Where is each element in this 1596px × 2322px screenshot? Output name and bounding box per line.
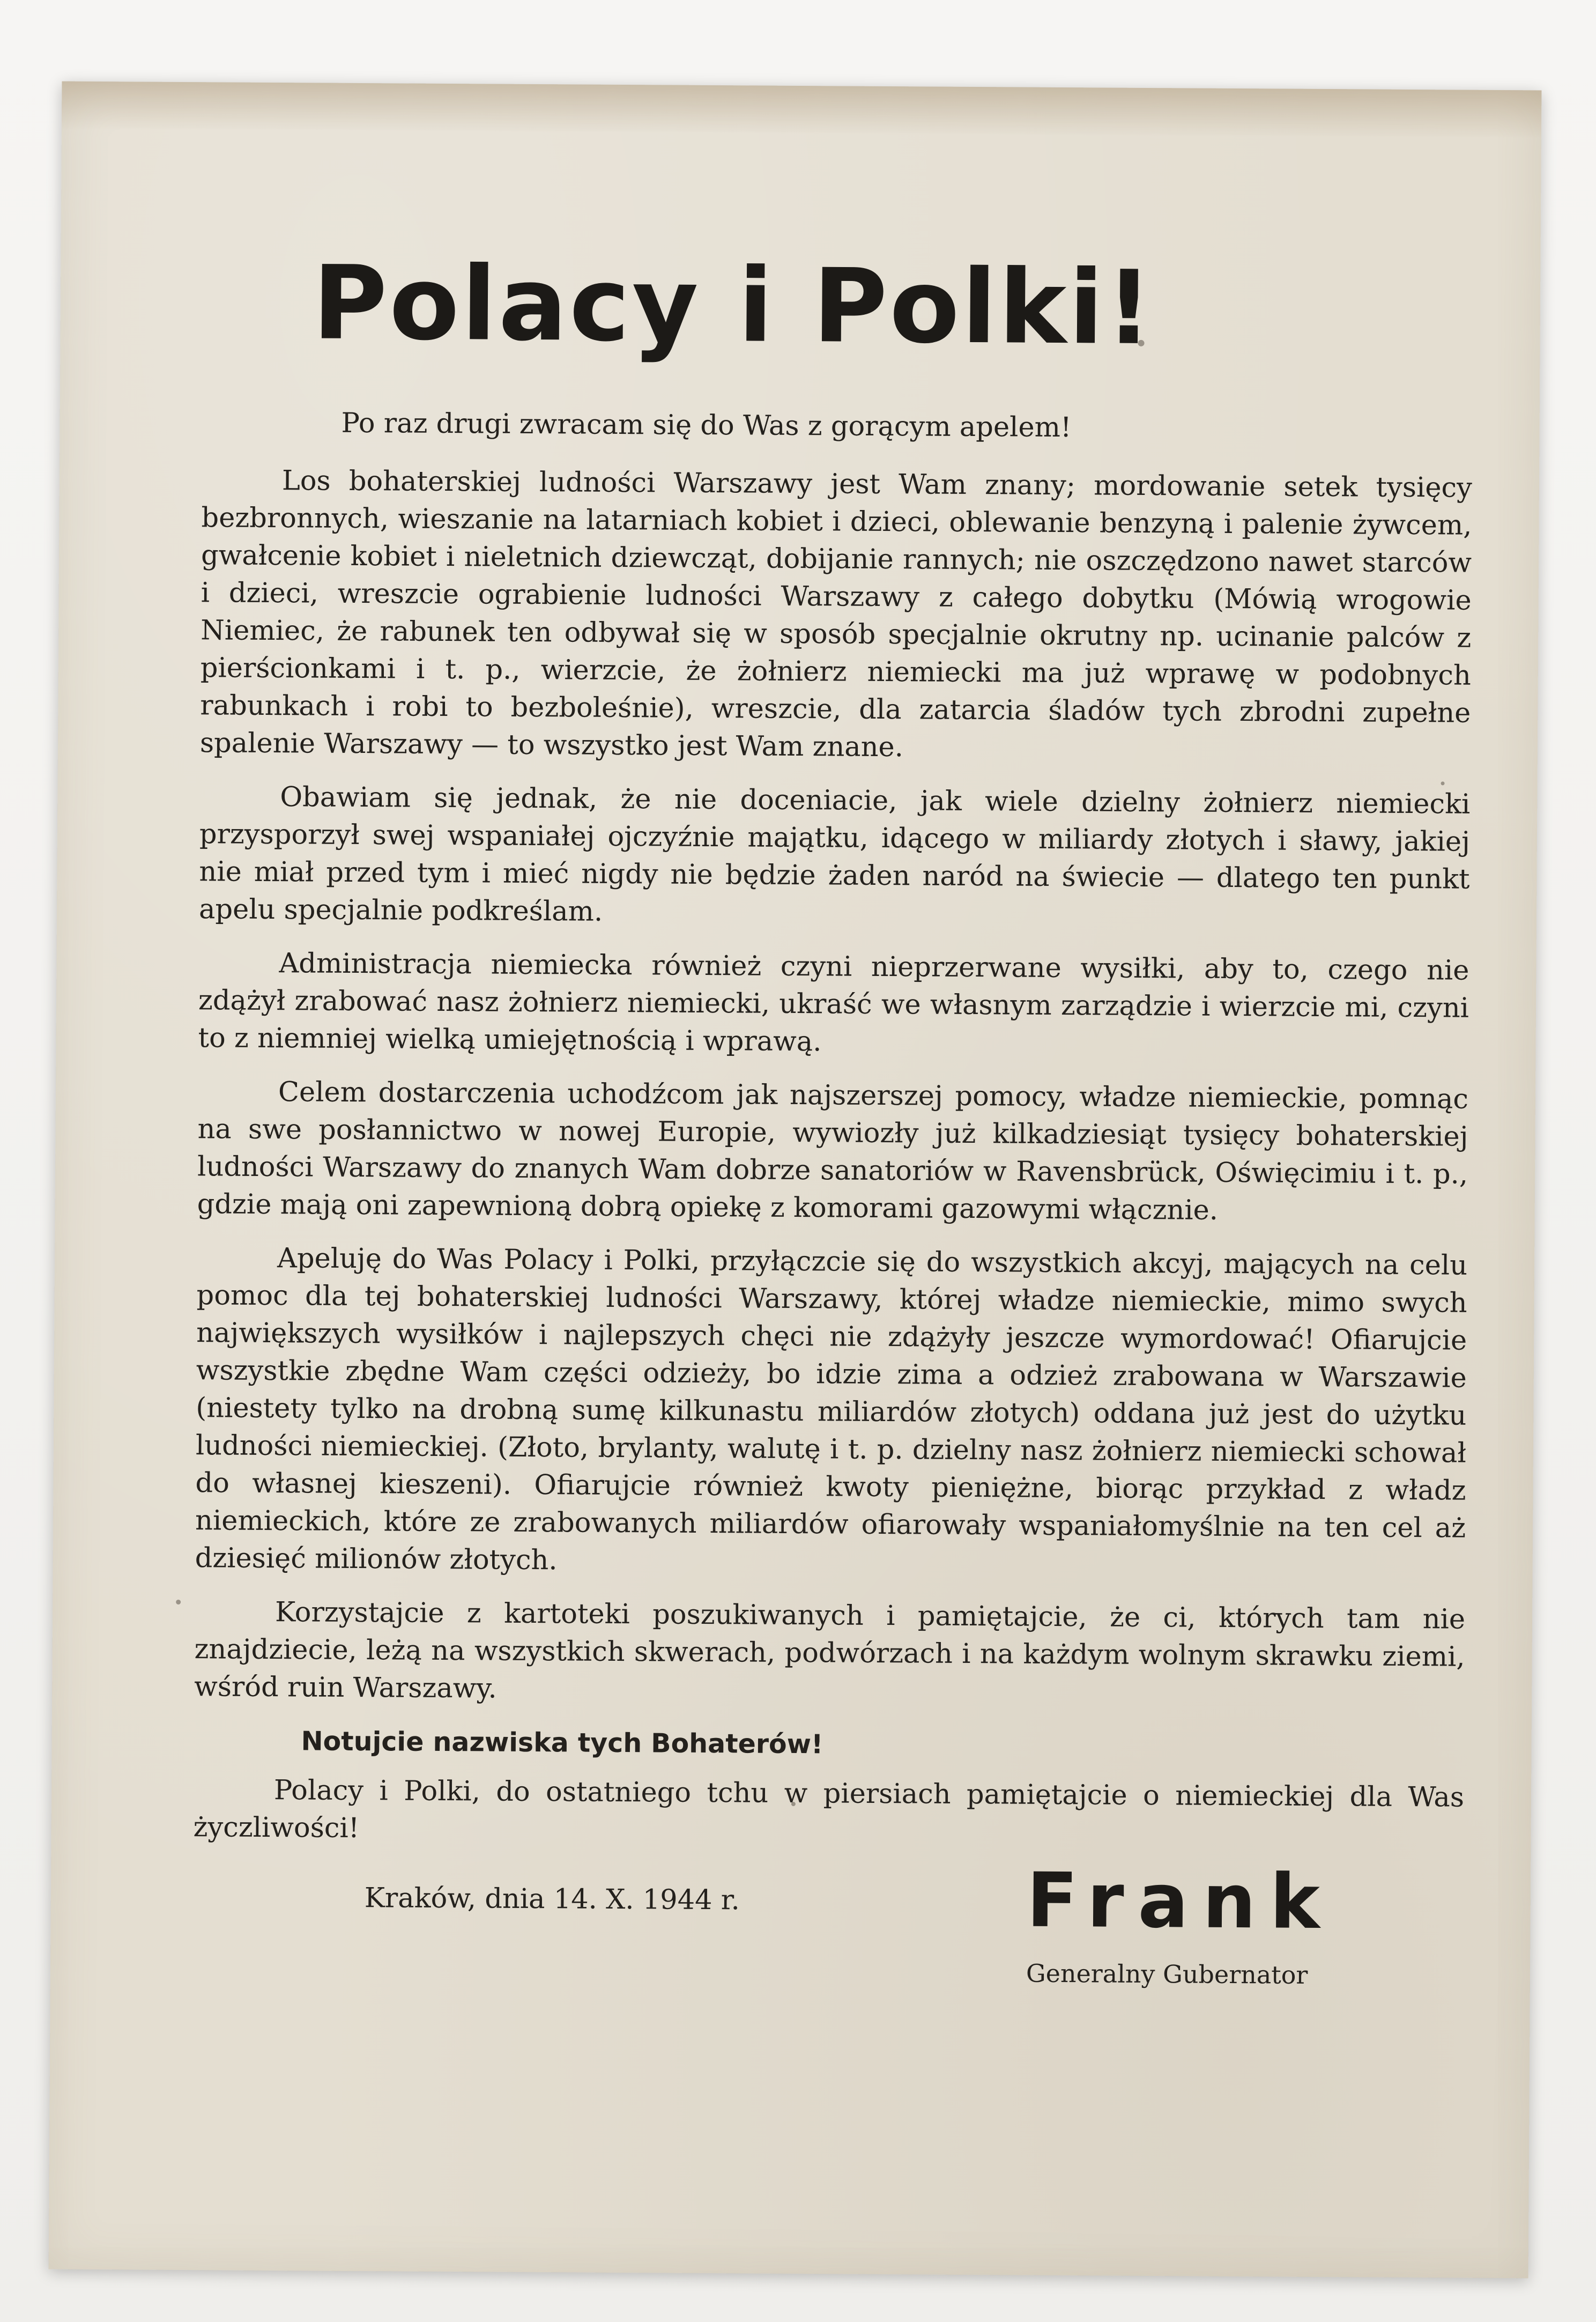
signer-title: Generalny Gubernator (1026, 1958, 1308, 1990)
paragraph: Apeluję do Was Polacy i Polki, przyłączcie się do wszystkich akcyj, mających na celu pomoc dla tej bohaterskiej ludności Warszawy, której władze niemieckie, mimo swych największych wysiłków i najlepszych chęci nie zdążyły jeszcze wymordować! Ofiarujcie wszystkie zbędne Wam części odzieży, bo idzie zima a odzież zrabowana w Warszawie (niestety tylko na drobną sumę kilkunastu miliardów złotych) oddana już jest do użytku ludności niemieckiej. (Złoto, brylanty, walutę i t. p. dzielny nasz żołnierz niemiecki schował do własnej kieszeni). Ofiarujcie również kwoty pieniężne, biorąc przykład z władz niemieckich, które ze zrabowanych miliardów ofiarowały wspaniałomyślnie na ten cel aż dziesięć milionów złotych. (195, 1243, 1468, 1577)
paragraph: Obawiam się jednak, że nie doceniacie, jak wiele dzielny żołnierz niemiecki przysporzył swej wspaniałej ojczyźnie majątku, idącego w miliardy złotych i sławy, jakiej nie miał przed tym i mieć nigdy nie będzie żaden naród na świecie — dlatego ten punkt apelu specjalnie podkreślam. (198, 781, 1471, 928)
paper-fleck (176, 1600, 181, 1604)
paragraph: Korzystajcie z kartoteki poszukiwanych i pamiętajcie, że ci, których tam nie znajdziecie, leżą na wszystkich skwerach, podwórzach i na każdym wolnym skrawku ziemi, wśród ruin Warszawy. (194, 1596, 1466, 1705)
paper-stain (62, 82, 1541, 139)
closing-paragraph: Polacy i Polki, do ostatniego tchu w piersiach pamiętajcie o niemieckiej dla Was życzliwości! (193, 1774, 1465, 1845)
paragraph: Administracja niemiecka również czyni nieprzerwane wysiłki, aby to, czego nie zdążył zrabować nasz żołnierz niemiecki, ukraść we własnym zarządzie i wierzcie mi, czyni to z niemniej wielką umiejętnością i wprawą. (198, 948, 1469, 1058)
greeting: Po raz drugi zwracam się do Was z gorącym apelem! (341, 407, 1072, 444)
place-date: Kraków, dnia 14. X. 1944 r. (364, 1882, 740, 1917)
paragraph: Celem dostarczenia uchodźcom jak najszerszej pomocy, władze niemieckie, pomnąc na swe posłannictwo w nowej Europie, wywiozły już kilkadziesiąt tysięcy bohaterskiej ludności Warszawy do znanych Wam dobrze sanatoriów w Ravensbrück, Oświęcimiu i t. p., gdzie mają oni zapewnioną dobrą opiekę z komorami gazowymi włącznie. (197, 1076, 1469, 1226)
appeal-body (192, 404, 1472, 1940)
notice-line: Notujcie nazwiska tych Bohaterów! (301, 1726, 823, 1760)
headline: Polacy i Polki! (312, 243, 1155, 368)
signature: Frank (1026, 1857, 1334, 1947)
leaflet-sheet (49, 82, 1542, 2279)
paragraph: Los bohaterskiej ludności Warszawy jest Wam znany; mordowanie setek tysięcy bezbronnych, wieszanie na latarniach kobiet i dzieci, oblewanie benzyną i palenie żywcem, gwałcenie kobiet i nieletnich dziewcząt, dobijanie rannych; nie oszczędzono nawet starców i dzieci, wreszcie ograbienie ludności Warszawy z całego dobytku (Mówią wrogowie Niemiec, że rabunek ten odbywał się w sposób specjalnie okrutny np. ucinanie palców z pierścionkami i t. p., wierzcie, że żołnierz niemiecki ma już wprawę w podobnych rabunkach i robi to bezboleśnie), wreszcie, dla zatarcia śladów tych zbrodni zupełne spalenie Warszawy — to wszystko jest Wam znane. (199, 465, 1473, 764)
